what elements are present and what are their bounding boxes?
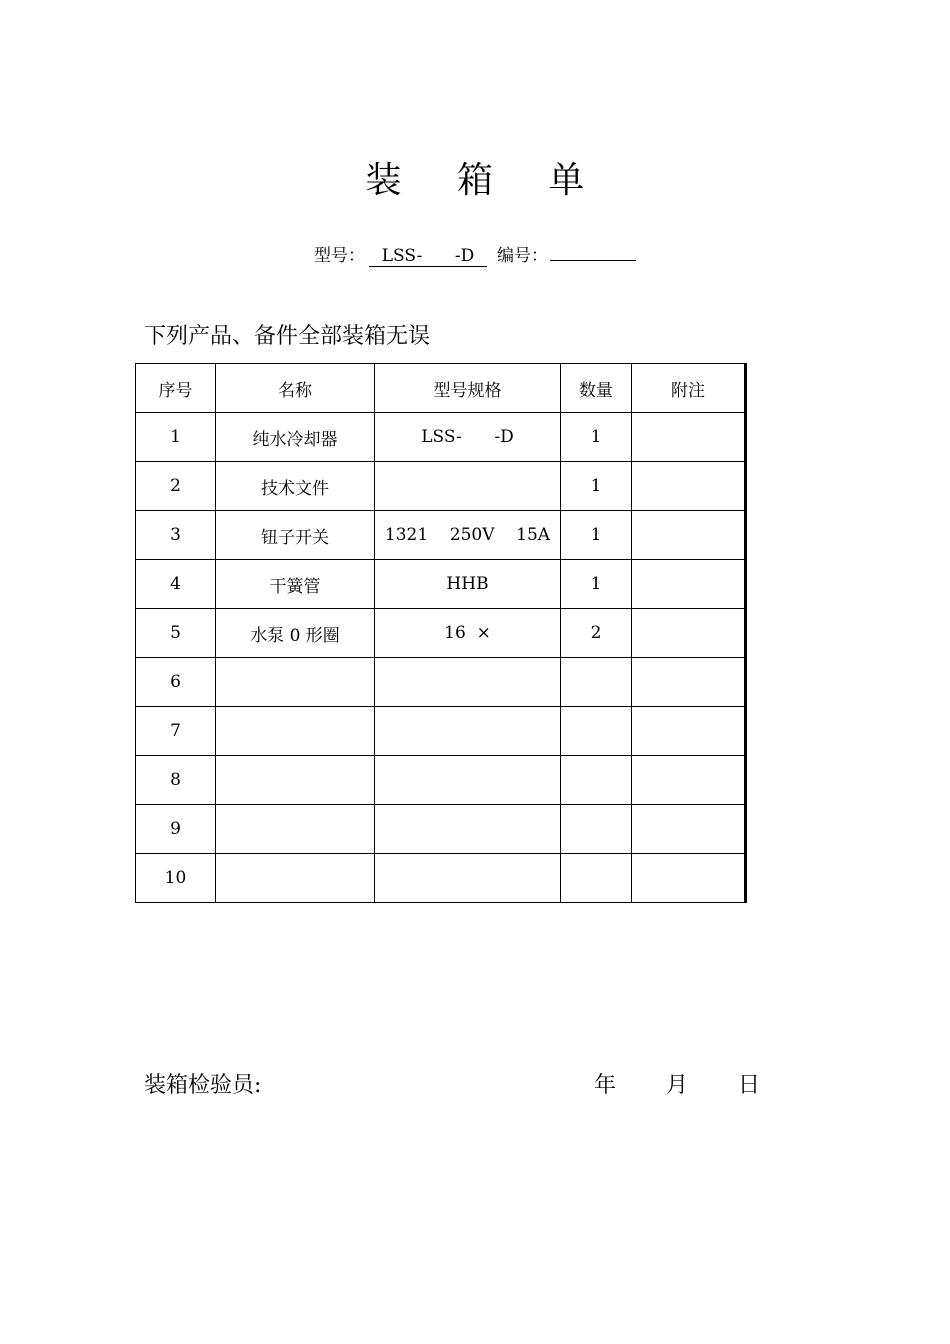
table-row [136,413,746,462]
cell-spec [375,756,561,805]
cell-index: 4 [136,560,216,609]
cell-remarks [632,854,746,903]
cell-remarks [632,707,746,756]
table-row [136,756,746,805]
cell-remarks [632,658,746,707]
serial-label: 编号： [497,246,548,266]
header-name: 名称 [216,364,375,413]
cell-name [216,756,375,805]
header-quantity: 数量 [561,364,632,413]
cell-name [216,854,375,903]
cell-index: 1 [136,413,216,462]
cell-quantity [561,854,632,903]
header-index: 序号 [136,364,216,413]
cell-remarks [632,511,746,560]
cell-remarks [632,609,746,658]
table-header-row [136,364,746,413]
cell-quantity [561,805,632,854]
cell-remarks [632,462,746,511]
cell-quantity: 2 [561,609,632,658]
cell-name: 钮子开关 [216,511,375,560]
cell-index: 10 [136,854,216,903]
cell-spec: 1321 250V 15A [375,511,561,560]
cell-spec [375,805,561,854]
table-row [136,560,746,609]
cell-remarks [632,560,746,609]
cell-quantity: 1 [561,413,632,462]
cell-name: 水泵 0 形圈 [216,609,375,658]
cell-quantity [561,707,632,756]
cell-remarks [632,805,746,854]
cell-spec [375,462,561,511]
header-spec: 型号规格 [375,364,561,413]
serial-value [550,240,636,261]
model-value: LSS- -D [369,246,487,267]
model-label: 型号： [314,246,365,266]
cell-index: 8 [136,756,216,805]
table-row [136,854,746,903]
model-serial-line [0,240,950,267]
page-title: 装 箱 单 [365,160,607,201]
cell-index: 5 [136,609,216,658]
cell-name [216,658,375,707]
cell-index: 9 [136,805,216,854]
cell-index: 7 [136,707,216,756]
cell-quantity: 1 [561,462,632,511]
cell-name: 技术文件 [216,462,375,511]
cell-spec [375,658,561,707]
inspector-label: 装箱检验员: [144,1073,262,1098]
cell-index: 2 [136,462,216,511]
cell-spec [375,707,561,756]
cell-remarks [632,756,746,805]
packing-table [135,363,747,903]
cell-index: 6 [136,658,216,707]
cell-quantity: 1 [561,511,632,560]
intro-statement: 下列产品、备件全部装箱无误 [144,324,431,349]
cell-name [216,805,375,854]
cell-index: 3 [136,511,216,560]
cell-spec: HHB [375,560,561,609]
table-row [136,658,746,707]
cell-spec [375,854,561,903]
cell-remarks [632,413,746,462]
cell-quantity: 1 [561,560,632,609]
table-row [136,805,746,854]
cell-name [216,707,375,756]
month-label: 月 [666,1073,689,1098]
cell-name: 干簧管 [216,560,375,609]
table-row [136,707,746,756]
year-label: 年 [594,1073,617,1098]
cell-quantity [561,756,632,805]
table-row [136,609,746,658]
cell-name: 纯水冷却器 [216,413,375,462]
cell-spec: LSS- -D [375,413,561,462]
header-remarks: 附注 [632,364,746,413]
table-row [136,511,746,560]
date-fields [594,1068,760,1099]
table-row [136,462,746,511]
cell-quantity [561,658,632,707]
cell-spec: 16 × [375,609,561,658]
day-label: 日 [738,1073,761,1098]
